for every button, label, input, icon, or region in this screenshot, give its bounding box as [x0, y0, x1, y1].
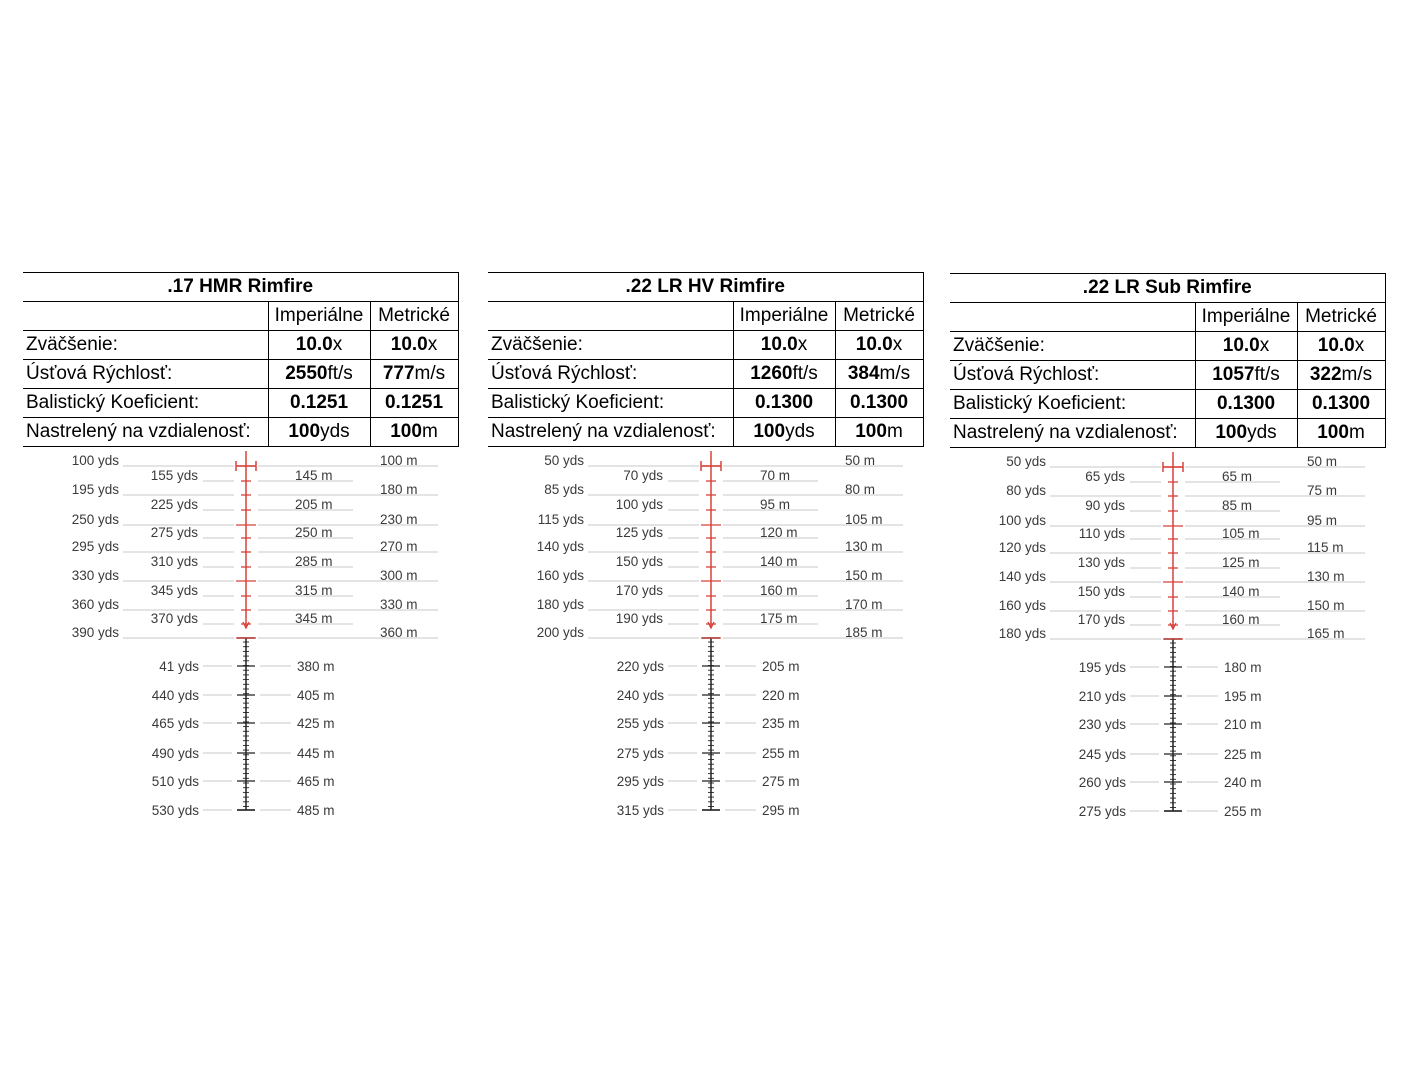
label-m: 105 m [845, 512, 883, 527]
reticle-diagram [488, 453, 924, 838]
label-m: 75 m [1307, 483, 1338, 498]
label-m: 150 m [845, 568, 883, 583]
label-yds: 65 yds [1085, 469, 1125, 484]
spec-table [23, 272, 459, 447]
label-m: 485 m [297, 803, 335, 818]
label-m: 160 m [760, 583, 798, 598]
label-m: 225 m [1224, 747, 1262, 762]
label-m: 210 m [1224, 717, 1262, 732]
label-yds: 180 yds [998, 626, 1046, 641]
label-m: 125 m [1222, 555, 1260, 570]
velocity-imperial: 1057ft/s [1195, 361, 1297, 390]
bc-metric: 0.1300 [835, 389, 923, 418]
label-yds: 150 yds [1077, 584, 1125, 599]
spec-table [488, 272, 924, 447]
label-m: 160 m [1222, 612, 1260, 627]
header-blank [488, 302, 733, 331]
label-m: 105 m [1222, 526, 1260, 541]
label-yds: 310 yds [150, 554, 198, 569]
label-yds: 100 yds [998, 513, 1046, 528]
header-imperial: Imperiálne [1195, 303, 1297, 332]
label-yds: 41 yds [159, 659, 199, 674]
label-yds: 530 yds [151, 803, 199, 818]
label-m: 120 m [760, 525, 798, 540]
label-yds: 315 yds [616, 803, 664, 818]
label-yds: 250 yds [71, 512, 119, 527]
header-metric: Metrické [1297, 303, 1385, 332]
label-m: 425 m [297, 716, 335, 731]
label-m: 180 m [380, 482, 418, 497]
label-yds: 85 yds [544, 482, 584, 497]
label-yds: 125 yds [615, 525, 663, 540]
ballistic-panel-17hmr [23, 272, 459, 818]
label-m: 85 m [1222, 498, 1253, 513]
magnification-imperial: 10.0x [733, 331, 835, 360]
label-m: 145 m [295, 468, 333, 483]
label-yds: 210 yds [1078, 689, 1126, 704]
label-yds: 120 yds [998, 540, 1046, 555]
panel-title: .22 LR HV Rimfire [488, 273, 923, 302]
label-m: 255 m [1224, 804, 1262, 819]
label-yds: 330 yds [71, 568, 119, 583]
header-imperial: Imperiálne [268, 302, 370, 331]
label-m: 130 m [1307, 569, 1345, 584]
velocity-metric: 777m/s [370, 360, 458, 389]
label-m: 50 m [1307, 454, 1338, 469]
reticle-diagram [23, 453, 459, 838]
label-yds: 370 yds [150, 611, 198, 626]
label-m: 80 m [845, 482, 876, 497]
label-m: 240 m [1224, 775, 1262, 790]
label-yds: 220 yds [616, 659, 664, 674]
label-yds: 230 yds [1078, 717, 1126, 732]
magnification-imperial: 10.0x [1195, 332, 1297, 361]
velocity-imperial: 2550ft/s [268, 360, 370, 389]
label-m: 360 m [380, 625, 418, 640]
zero-metric: 100m [1297, 419, 1385, 448]
label-m: 195 m [1224, 689, 1262, 704]
label-m: 140 m [1222, 584, 1260, 599]
label-m: 95 m [760, 497, 791, 512]
label-m: 230 m [380, 512, 418, 527]
label-yds: 160 yds [998, 598, 1046, 613]
zero-imperial: 100yds [1195, 419, 1297, 448]
row-label-velocity: Úsťová Rýchlosť: [488, 360, 733, 389]
label-m: 465 m [297, 774, 335, 789]
zero-metric: 100m [835, 418, 923, 447]
header-metric: Metrické [835, 302, 923, 331]
bc-imperial: 0.1251 [268, 389, 370, 418]
label-yds: 155 yds [150, 468, 198, 483]
row-label-velocity: Úsťová Rýchlosť: [950, 361, 1195, 390]
label-yds: 260 yds [1078, 775, 1126, 790]
label-m: 405 m [297, 688, 335, 703]
label-yds: 190 yds [615, 611, 663, 626]
label-m: 295 m [762, 803, 800, 818]
label-m: 220 m [762, 688, 800, 703]
magnification-metric: 10.0x [835, 331, 923, 360]
label-m: 95 m [1307, 513, 1338, 528]
label-yds: 295 yds [616, 774, 664, 789]
header-blank [23, 302, 268, 331]
label-yds: 100 yds [615, 497, 663, 512]
label-yds: 130 yds [1077, 555, 1125, 570]
label-yds: 510 yds [151, 774, 199, 789]
row-label-magnification: Zväčšenie: [23, 331, 268, 360]
label-m: 65 m [1222, 469, 1253, 484]
row-label-zero: Nastrelený na vzdialenosť: [488, 418, 733, 447]
label-yds: 115 yds [537, 512, 584, 527]
label-yds: 390 yds [71, 625, 119, 640]
label-m: 205 m [295, 497, 333, 512]
bc-imperial: 0.1300 [733, 389, 835, 418]
label-yds: 200 yds [536, 625, 584, 640]
label-m: 165 m [1307, 626, 1345, 641]
label-m: 185 m [845, 625, 883, 640]
ballistic-panel-22lr-sub [950, 273, 1386, 819]
label-m: 445 m [297, 746, 335, 761]
panel-title: .17 HMR Rimfire [23, 273, 458, 302]
label-m: 170 m [845, 597, 883, 612]
magnification-metric: 10.0x [1297, 332, 1385, 361]
panel-title: .22 LR Sub Rimfire [950, 274, 1385, 303]
label-yds: 195 yds [1078, 660, 1126, 675]
label-yds: 240 yds [616, 688, 664, 703]
label-yds: 150 yds [615, 554, 663, 569]
magnification-imperial: 10.0x [268, 331, 370, 360]
row-label-magnification: Zväčšenie: [488, 331, 733, 360]
label-yds: 90 yds [1085, 498, 1125, 513]
label-yds: 245 yds [1078, 747, 1126, 762]
label-yds: 295 yds [71, 539, 119, 554]
label-yds: 160 yds [536, 568, 584, 583]
label-yds: 80 yds [1006, 483, 1046, 498]
label-m: 380 m [297, 659, 335, 674]
row-label-zero: Nastrelený na vzdialenosť: [950, 419, 1195, 448]
label-yds: 440 yds [151, 688, 199, 703]
label-m: 50 m [845, 453, 876, 468]
magnification-metric: 10.0x [370, 331, 458, 360]
label-m: 180 m [1224, 660, 1262, 675]
label-yds: 170 yds [615, 583, 663, 598]
label-yds: 100 yds [71, 453, 119, 468]
label-yds: 180 yds [536, 597, 584, 612]
bc-metric: 0.1251 [370, 389, 458, 418]
row-label-zero: Nastrelený na vzdialenosť: [23, 418, 268, 447]
ballistic-panel-22lr-hv [488, 272, 924, 818]
row-label-velocity: Úsťová Rýchlosť: [23, 360, 268, 389]
label-m: 345 m [295, 611, 333, 626]
label-yds: 465 yds [151, 716, 199, 731]
label-m: 130 m [845, 539, 883, 554]
label-m: 300 m [380, 568, 418, 583]
label-m: 255 m [762, 746, 800, 761]
label-yds: 140 yds [536, 539, 584, 554]
label-m: 270 m [380, 539, 418, 554]
label-m: 205 m [762, 659, 800, 674]
label-yds: 360 yds [71, 597, 119, 612]
label-yds: 140 yds [998, 569, 1046, 584]
label-yds: 50 yds [1006, 454, 1046, 469]
label-yds: 170 yds [1077, 612, 1125, 627]
label-yds: 275 yds [150, 525, 198, 540]
label-m: 175 m [760, 611, 798, 626]
header-imperial: Imperiálne [733, 302, 835, 331]
velocity-metric: 322m/s [1297, 361, 1385, 390]
header-blank [950, 303, 1195, 332]
label-yds: 275 yds [1078, 804, 1126, 819]
velocity-imperial: 1260ft/s [733, 360, 835, 389]
zero-imperial: 100yds [733, 418, 835, 447]
row-label-bc: Balistický Koeficient: [488, 389, 733, 418]
label-m: 315 m [295, 583, 333, 598]
velocity-metric: 384m/s [835, 360, 923, 389]
label-m: 150 m [1307, 598, 1345, 613]
label-m: 140 m [760, 554, 798, 569]
row-label-bc: Balistický Koeficient: [23, 389, 268, 418]
zero-metric: 100m [370, 418, 458, 447]
label-m: 100 m [380, 453, 418, 468]
label-yds: 345 yds [150, 583, 198, 598]
label-yds: 70 yds [623, 468, 663, 483]
label-m: 115 m [1307, 540, 1344, 555]
label-yds: 490 yds [151, 746, 199, 761]
row-label-bc: Balistický Koeficient: [950, 390, 1195, 419]
label-yds: 255 yds [616, 716, 664, 731]
label-m: 285 m [295, 554, 333, 569]
label-m: 70 m [760, 468, 791, 483]
row-label-magnification: Zväčšenie: [950, 332, 1195, 361]
label-yds: 225 yds [150, 497, 198, 512]
reticle-diagram [950, 454, 1386, 839]
header-metric: Metrické [370, 302, 458, 331]
label-yds: 50 yds [544, 453, 584, 468]
bc-metric: 0.1300 [1297, 390, 1385, 419]
zero-imperial: 100yds [268, 418, 370, 447]
label-yds: 275 yds [616, 746, 664, 761]
bc-imperial: 0.1300 [1195, 390, 1297, 419]
label-yds: 110 yds [1078, 526, 1125, 541]
spec-table [950, 273, 1386, 448]
label-yds: 195 yds [71, 482, 119, 497]
label-m: 275 m [762, 774, 800, 789]
label-m: 250 m [295, 525, 333, 540]
label-m: 235 m [762, 716, 800, 731]
label-m: 330 m [380, 597, 418, 612]
